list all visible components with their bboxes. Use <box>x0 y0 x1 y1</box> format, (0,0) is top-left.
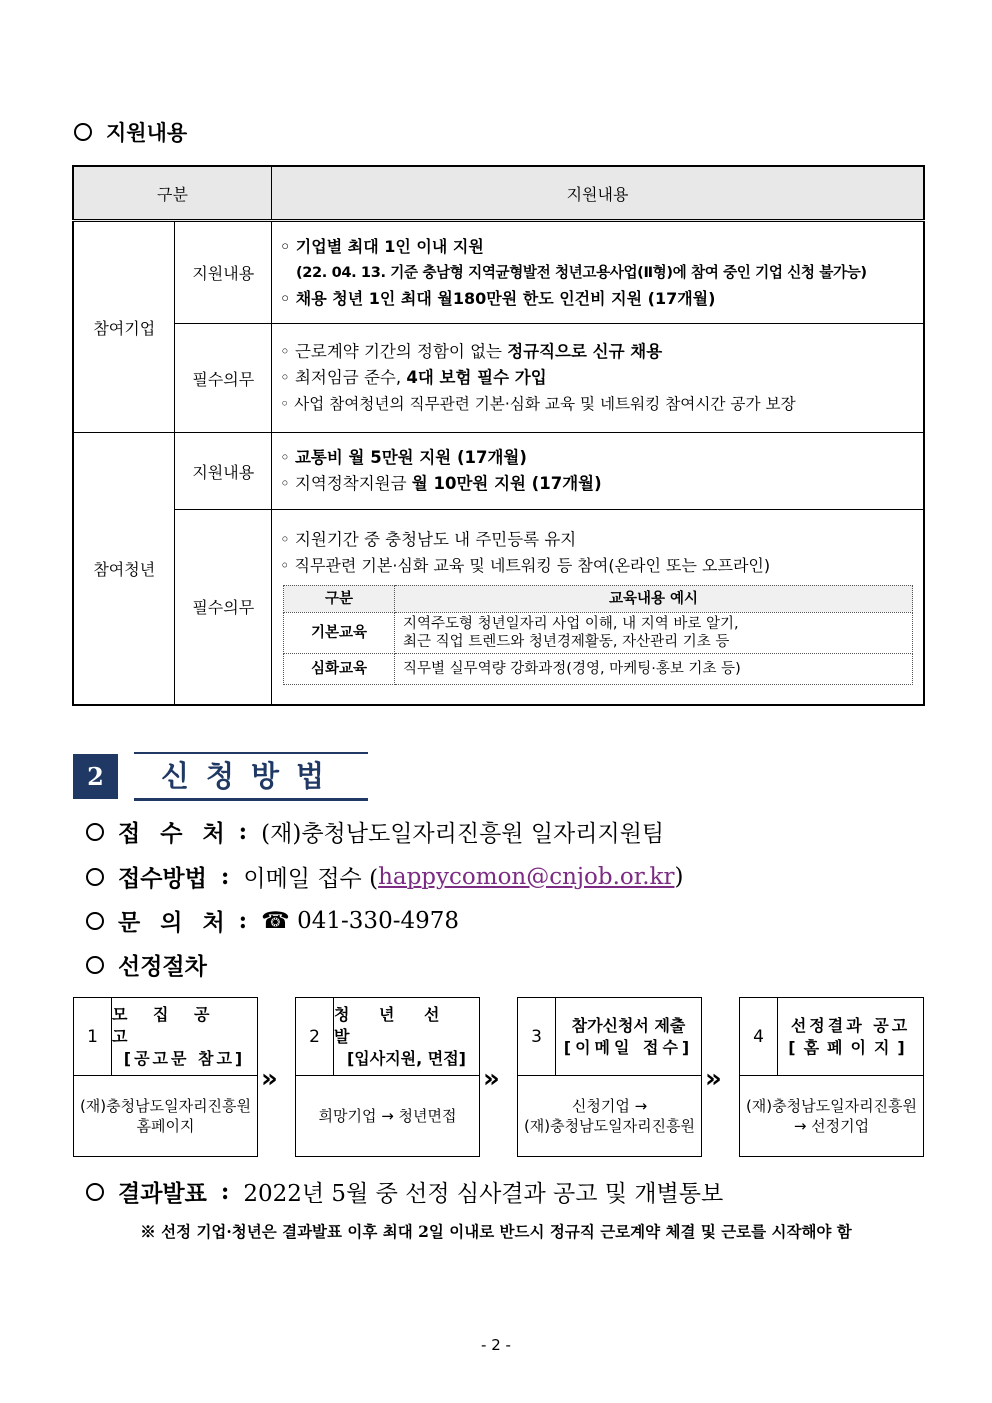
section-number: 2 <box>73 754 118 799</box>
procedure-step <box>739 997 924 1157</box>
item-value: (재)충청남도일자리진흥원 일자리지원팀 <box>261 821 665 847</box>
category-youth: 참여청년 <box>73 433 175 705</box>
header-content: 지원내용 <box>272 166 925 221</box>
content-line: ◦ 직무관련 기본·심화 교육 및 네트워킹 등 참여(온라인 또는 오프라인) <box>280 555 771 575</box>
step-body: 홈페이지 <box>136 1117 195 1135</box>
education-row <box>284 653 913 684</box>
step-title: 참가신청서 제출 <box>571 1015 686 1035</box>
youth-duty-content <box>272 510 925 705</box>
content-line: ◦ 교통비 월 5만원 지원 (17개월) <box>280 448 527 467</box>
info-item-contact: 문 의 처 : ☎ 041-330-4978 <box>86 904 459 937</box>
table-header-row <box>73 166 924 221</box>
email-link[interactable]: happycomon@cnjob.or.kr <box>378 863 675 890</box>
step-body: → 선정기업 <box>793 1117 870 1135</box>
circle-bullet-icon <box>86 956 104 974</box>
circle-bullet-icon <box>86 1183 104 1201</box>
sub-support-label: 지원내용 <box>175 221 272 324</box>
section-title: 신청방법 <box>134 752 368 801</box>
next-arrow-icon: » <box>483 1064 500 1094</box>
education-table <box>283 585 913 685</box>
step-body: (재)충청남도일자리진흥원 <box>79 1097 252 1115</box>
circle-bullet-icon <box>86 868 104 886</box>
education-row <box>284 612 913 653</box>
content-line: ◦ 지원기간 중 충청남도 내 주민등록 유지 <box>280 529 577 549</box>
procedure-step <box>73 997 258 1157</box>
youth-support-content <box>272 433 925 510</box>
item-value: 이메일 접수 ( <box>243 866 379 892</box>
content-line: ◦ 최저임금 준수, 4대 보험 필수 가입 <box>280 368 547 387</box>
table-row <box>73 221 924 324</box>
content-line: ◦ 사업 참여청년의 직무관련 기본·심화 교육 및 네트워킹 참여시간 공가 보장 <box>280 395 796 413</box>
notice-text: ※ 선정 기업·청년은 결과발표 이후 최대 2일 이내로 반드시 정규직 근로계약 체결 및 근로를 시작해야 함 <box>140 1222 852 1241</box>
item-value: ☎ 041-330-4978 <box>261 907 460 934</box>
step-subtitle: [이메일 접수] <box>563 1037 694 1057</box>
info-item-method: 접수방법 : 이메일 접수 ( happycomon@cnjob.or.kr ) <box>86 860 683 893</box>
next-arrow-icon: » <box>261 1064 278 1094</box>
step-body: 신청기업 → <box>571 1097 648 1115</box>
item-value: 2022년 5월 중 선정 심사결과 공고 및 개별통보 <box>243 1181 724 1207</box>
sub-duty-label: 필수의무 <box>175 510 272 705</box>
table-row <box>73 510 924 705</box>
info-item-receiver: 접 수 처 : (재)충청남도일자리진흥원 일자리지원팀 <box>86 815 664 848</box>
content-line: ◦ 채용 청년 1인 최대 월180만원 한도 인건비 지원 (17개월) <box>280 288 716 308</box>
section-title: 지원내용 <box>106 121 188 145</box>
sub-duty-label: 필수의무 <box>175 324 272 433</box>
item-label: 접수방법 <box>118 865 207 892</box>
edu-content: 지역주도형 청년일자리 사업 이해, 내 지역 바로 알기, 최근 직업 트렌드와 청년경제활동, 자산관리 기초 등 <box>395 612 913 653</box>
page-number: - 2 - <box>481 1336 511 1354</box>
edu-content: 직무별 실무역량 강화과정(경영, 마케팅·홍보 기초 등) <box>395 653 913 684</box>
edu-category: 기본교육 <box>284 612 395 653</box>
step-title: 모 집 공 고 <box>112 1004 220 1046</box>
step-subtitle: [입사지원, 면접] <box>346 1048 466 1068</box>
content-line: ◦ 지역정착지원금 월 10만원 지원 (17개월) <box>280 474 602 493</box>
section-heading-support <box>74 117 187 147</box>
category-company: 참여기업 <box>73 221 175 433</box>
step-title: 청 년 선 발 <box>334 1004 452 1046</box>
support-table <box>72 165 925 706</box>
step-body: (재)충청남도일자리진흥원 <box>523 1117 696 1135</box>
next-arrow-icon: » <box>705 1064 722 1094</box>
step-subtitle: [공고문 참고] <box>123 1048 246 1068</box>
company-support-content <box>272 221 925 324</box>
step-number: 3 <box>518 998 556 1075</box>
company-duty-content <box>272 324 925 433</box>
step-body: (재)충청남도일자리진흥원 <box>745 1097 918 1115</box>
education-header-row <box>284 585 913 612</box>
content-line: ◦ 근로계약 기간의 정함이 없는 정규직으로 신규 채용 <box>280 342 663 361</box>
sub-support-label: 지원내용 <box>175 433 272 510</box>
procedure-step <box>295 997 480 1157</box>
header-category: 구분 <box>73 166 272 221</box>
step-body: 희망기업 → 청년면접 <box>318 1107 457 1125</box>
item-label: 문 의 처 <box>118 909 231 936</box>
item-label: 접 수 처 <box>118 820 231 847</box>
item-label: 선정절차 <box>118 953 207 980</box>
step-title: 선정결과 공고 <box>790 1015 911 1035</box>
procedure-step <box>517 997 702 1157</box>
circle-bullet-icon <box>86 912 104 930</box>
content-line: ◦ 기업별 최대 1인 이내 지원 <box>280 236 484 256</box>
table-row <box>73 433 924 510</box>
edu-header-category: 구분 <box>284 585 395 612</box>
table-row <box>73 324 924 433</box>
circle-bullet-icon <box>86 823 104 841</box>
step-subtitle: [홈페이지] <box>788 1037 913 1057</box>
step-number: 4 <box>740 998 778 1075</box>
step-number: 2 <box>296 998 334 1075</box>
edu-header-content: 교육내용 예시 <box>395 585 913 612</box>
content-line: (22. 04. 13. 기준 충남형 지역균형발전 청년고용사업(Ⅱ형)에 참여 중인 기업 신청 불가능) <box>296 263 867 281</box>
step-number: 1 <box>74 998 112 1075</box>
info-item-result: 결과발표 : 2022년 5월 중 선정 심사결과 공고 및 개별통보 <box>86 1175 723 1208</box>
item-label: 결과발표 <box>118 1180 207 1207</box>
edu-category: 심화교육 <box>284 653 395 684</box>
info-item-procedure <box>86 948 207 981</box>
circle-bullet-icon <box>74 123 92 141</box>
